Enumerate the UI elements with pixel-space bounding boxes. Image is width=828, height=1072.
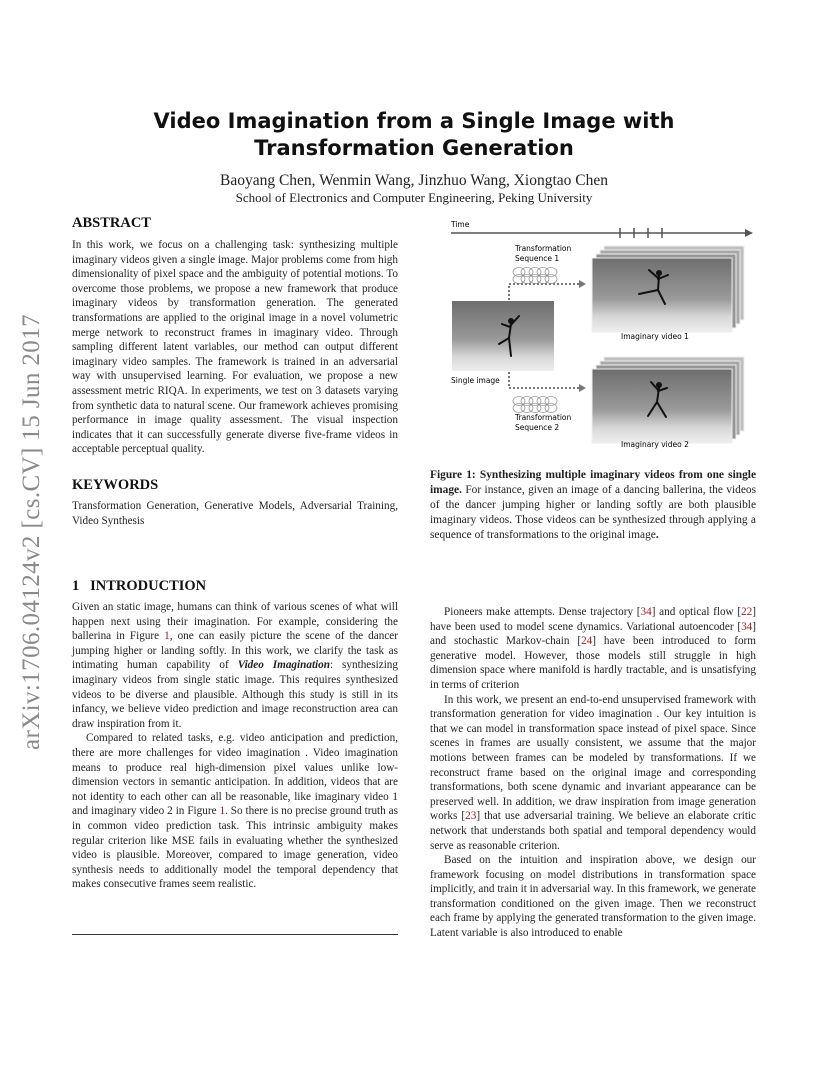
seq2-label: Transformation: [515, 413, 572, 422]
intro-left-column: [72, 600, 398, 892]
keywords-paragraph: Transformation Generation, Generative Models, Adversarial Training, Video Synthesis: [72, 500, 398, 527]
intro-paragraph-4: In this work, we present an end-to-end unsupervised framework with transformation generation for video imagination . Our key intuition is that we can model in transformation space instead of pixel space. Since scenes in frames are usually consistent, we assume that the major motions between frames can be modeled by transformations. If we reconstruct frame based on the original image and corresponding transformations, both scene dynamic and invariant appearance can be preserved well. In addition, we draw inspiration from image generation works [23] that use adversarial training. We believe an elaborate critic network that understands both spatial and temporal dependency would serve as reasonable criterion.: [430, 693, 757, 852]
citation-link[interactable]: 34: [640, 606, 652, 618]
citation-link[interactable]: 34: [741, 620, 753, 633]
abstract-paragraph: In this work, we focus on a challenging task: synthesizing multiple imaginary videos given a single image. Major problems come from high dimensionality of pixel space and the ambiguity of potential motions. To overcome those problems, we propose a new framework that produce imaginary videos by transformation generation. The generated transformations are applied to the original image in a novel volumetric merge network to reconstruct frames in imaginary video. Through sampling different latent variables, our method can output different imaginary video samples. The framework is trained in an adversarial way with unsupervised learning. For evaluation, we propose a new assessment metric RIQA. In experiments, we test on 3 datasets varying from synthetic data to natural scene. Our framework achieves promising performance in image quality assessment. The visual inspection indicates that it can successfully generate diverse five-frame videos in acceptable perceptual quality.: [72, 239, 398, 456]
intro-paragraph-1: Given an static image, humans can think of various scenes of what will happen next using their imagination. For example, considering the ballerina in Figure 1, one can easily picture the scene of the dancer jumping higher or landing softly. In this work, we clarify the task as intimating human capability of Video Imagination: synthesizing imaginary videos from single static image. This requires synthesized videos to be diverse and plausible. Although this study is still in its infancy, we believe video prediction and image reconstruction area can draw inspiration from it.: [72, 601, 398, 730]
single-image-label: Single image: [451, 376, 500, 385]
intro-heading: [72, 578, 206, 595]
intro-right-column: [430, 605, 756, 941]
intro-paragraph-5: Based on the intuition and inspiration above, we design our framework focusing on model distributions in transformation space implicitly, and train it in adversarial way. In this framework, we generate transformation conditioned on the given image. Then we reconstruct each frame by applying the generated transformation to the given image. Latent variable is also introduced to enable: [430, 854, 756, 940]
arrow-head-icon: [579, 384, 586, 392]
figure-1-diagram: [445, 212, 761, 460]
imaginary-video-2-label: Imaginary video 2: [621, 440, 689, 449]
keywords-heading: KEYWORDS: [72, 477, 159, 493]
arrow-head-icon: [579, 280, 586, 288]
imaginary-video-2: [592, 357, 744, 443]
paper-affiliation: School of Electronics and Computer Engineering, Peking University: [235, 190, 593, 205]
time-arrow-icon: [745, 229, 753, 237]
figure-ref-link[interactable]: 1: [164, 630, 170, 643]
intro-heading-title: INTRODUCTION: [90, 578, 207, 594]
transformation-sequence-1-icon: [513, 268, 557, 284]
seq1-label: Transformation: [515, 244, 572, 253]
figure-1-caption: Figure 1: Synthesizing multiple imaginary videos from one single image. For instance, given an image of a dancing ballerina, the videos of the dancer jumping higher or landing softly are both plausible imaginary videos. Those videos can be synthesized through applying a sequence of transformations to the original image.: [430, 469, 756, 541]
citation-link[interactable]: 24: [581, 635, 593, 648]
citation-link[interactable]: 22: [741, 606, 753, 618]
imaginary-video-1: [592, 246, 744, 332]
transformation-sequence-2-icon: [513, 397, 557, 413]
citation-link[interactable]: 23: [465, 810, 477, 823]
footnote-rule: [72, 934, 398, 935]
caption-title: Figure 1: Synthesizing multiple imaginary videos from one single image.: [430, 469, 756, 496]
single-image: [452, 301, 554, 371]
paper-authors: Baoyang Chen, Wenmin Wang, Jinzhuo Wang, Xiongtao Chen: [219, 172, 608, 189]
intro-paragraph-2: Compared to related tasks, e.g. video anticipation and prediction, there are more challenges for video imagination . Video imagination means to produce real high-dimension pixel values unlike low-dimension vectors in semantic anticipation. In addition, videos that are not identity to each other can all be reasonable, like imaginary video 1 and imaginary video 2 in Figure 1. So there is no precise ground truth as in common video prediction task. This intrinsic ambiguity makes regular criterion like MSE fails in evaluating whether the synthesized video is plausible. Moreover, compared to image generation, video synthesis needs to additionally model the temporal dependency that makes consecutive frames seem realistic.: [72, 732, 398, 891]
intro-heading-number: 1: [72, 578, 80, 594]
abstract-text: [72, 238, 398, 457]
imaginary-video-1-label: Imaginary video 1: [621, 332, 689, 341]
paper-title: Video Imagination from a Single Image with Transformation Generation: [153, 109, 675, 160]
time-label: Time: [451, 220, 470, 229]
abstract-heading: ABSTRACT: [72, 215, 151, 231]
keywords-text: [72, 499, 398, 528]
intro-paragraph-3: Pioneers make attempts. Dense trajectory [34] and optical flow [22] have been used to model scene dynamics. Variational autoencoder [34] and stochastic Markov-chain [24] have been introduced to form generative model. However, those models still struggle in high dimension space where manifold is hardly tractable, and is unsatisfying in terms of criterion: [430, 606, 756, 691]
arxiv-sidebar-id: arXiv:1706.04124v2 [cs.CV] 15 Jun 2017: [18, 313, 45, 750]
figure-ref-link[interactable]: 1: [219, 805, 226, 818]
seq2-label-line2: Sequence 2: [515, 423, 560, 432]
seq1-label-line2: Sequence 1: [515, 254, 560, 263]
caption-text: For instance, given an image of a dancing ballerina, the videos of the dancer jumping higher or landing softly are both plausible imaginary videos. Those videos can be synthesized through applying a sequence of transformations to the original image: [430, 484, 756, 541]
